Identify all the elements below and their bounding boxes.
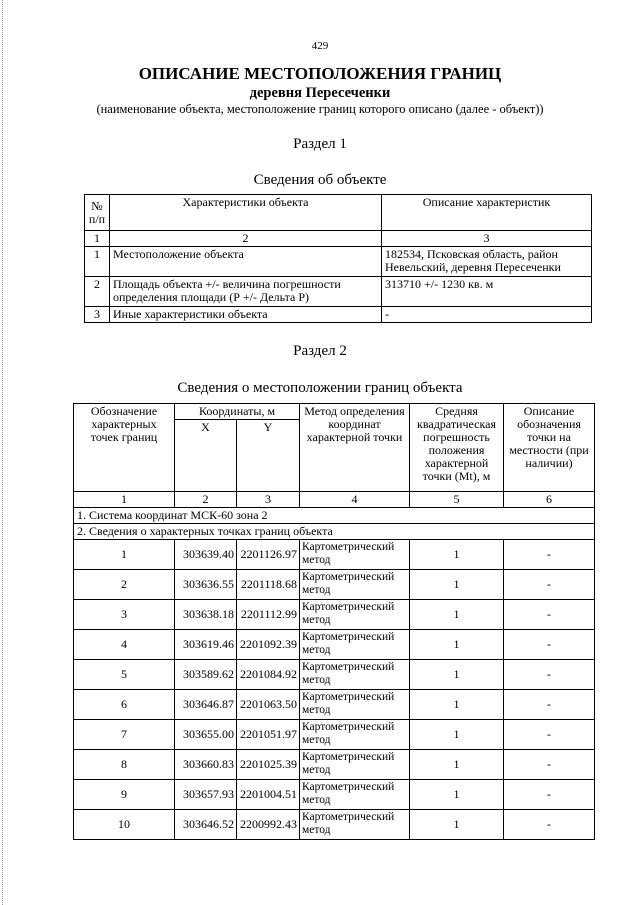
colnum-4: 4	[300, 492, 410, 508]
table-row	[74, 660, 595, 690]
table-row	[74, 810, 595, 840]
point-description: -	[504, 720, 595, 750]
row-description: -	[382, 307, 592, 323]
point-error: 1	[410, 810, 504, 840]
point-description: -	[504, 810, 595, 840]
table-row	[74, 600, 595, 630]
point-y: 2201118.68	[237, 570, 300, 600]
header-point: Обозначение характерных точек границ	[74, 404, 175, 492]
point-y: 2201126.97	[237, 540, 300, 570]
point-error: 1	[410, 570, 504, 600]
point-id: 1	[74, 540, 175, 570]
point-description: -	[504, 600, 595, 630]
points-section-row: 2. Сведения о характерных точках границ объекта	[74, 524, 595, 540]
point-id: 7	[74, 720, 175, 750]
point-error: 1	[410, 660, 504, 690]
point-method: Картометрический метод	[300, 720, 410, 750]
point-error: 1	[410, 780, 504, 810]
point-y: 2201051.97	[237, 720, 300, 750]
row-characteristic: Иные характеристики объекта	[110, 307, 382, 323]
point-x: 303638.18	[175, 600, 237, 630]
point-description: -	[504, 630, 595, 660]
point-error: 1	[410, 540, 504, 570]
point-error: 1	[410, 720, 504, 750]
document-title: ОПИСАНИЕ МЕСТОПОЛОЖЕНИЯ ГРАНИЦ	[138, 64, 502, 83]
point-x: 303639.40	[175, 540, 237, 570]
point-x: 303636.55	[175, 570, 237, 600]
table-row	[74, 750, 595, 780]
point-error: 1	[410, 600, 504, 630]
section1-table-title: Сведения об объекте	[253, 172, 387, 188]
point-method: Картометрический метод	[300, 570, 410, 600]
point-description: -	[504, 750, 595, 780]
header-description: Описание характеристик	[382, 195, 592, 231]
point-y: 2200992.43	[237, 810, 300, 840]
section2-table-title: Сведения о местоположении границ объекта	[177, 380, 463, 396]
table-row	[74, 540, 595, 570]
point-description: -	[504, 570, 595, 600]
point-method: Картометрический метод	[300, 540, 410, 570]
point-description: -	[504, 540, 595, 570]
point-method: Картометрический метод	[300, 600, 410, 630]
header-coordinates: Координаты, м	[175, 404, 300, 420]
header-characteristic: Характеристики объекта	[110, 195, 382, 231]
point-error: 1	[410, 750, 504, 780]
table-row	[74, 630, 595, 660]
point-x: 303660.83	[175, 750, 237, 780]
row-number: 1	[85, 247, 110, 277]
point-id: 6	[74, 690, 175, 720]
point-method: Картометрический метод	[300, 690, 410, 720]
point-id: 9	[74, 780, 175, 810]
point-method: Картометрический метод	[300, 780, 410, 810]
colnum-2: 2	[175, 492, 237, 508]
row-description: 313710 +/- 1230 кв. м	[382, 277, 592, 307]
row-number: 2	[85, 277, 110, 307]
table-row	[74, 570, 595, 600]
point-id: 8	[74, 750, 175, 780]
point-id: 3	[74, 600, 175, 630]
colnum-3: 3	[382, 231, 592, 247]
point-method: Картометрический метод	[300, 810, 410, 840]
point-x: 303657.93	[175, 780, 237, 810]
header-error: Средняя квадратическая погрешность положения характерной точки (Mt), м	[410, 404, 504, 492]
page-number: 429	[311, 40, 329, 52]
row-number: 3	[85, 307, 110, 323]
point-y: 2201004.51	[237, 780, 300, 810]
point-y: 2201063.50	[237, 690, 300, 720]
point-error: 1	[410, 690, 504, 720]
point-description: -	[504, 780, 595, 810]
point-method: Картометрический метод	[300, 630, 410, 660]
object-caption: (наименование объекта, местоположение границ которого описано (далее - объект))	[96, 102, 544, 116]
point-y: 2201112.99	[237, 600, 300, 630]
point-description: -	[504, 660, 595, 690]
colnum-1: 1	[85, 231, 110, 247]
table-row	[74, 720, 595, 750]
header-x: X	[175, 420, 237, 492]
object-name: деревня Пересеченки	[249, 85, 391, 101]
table-row	[85, 277, 592, 307]
point-y: 2201084.92	[237, 660, 300, 690]
row-characteristic: Площадь объекта +/- величина погрешности определения площади (Р +/- Дельта Р)	[110, 277, 382, 307]
header-y: Y	[237, 420, 300, 492]
boundary-points-table	[73, 403, 595, 840]
point-y: 2201092.39	[237, 630, 300, 660]
colnum-3: 3	[237, 492, 300, 508]
colnum-5: 5	[410, 492, 504, 508]
point-id: 4	[74, 630, 175, 660]
colnum-2: 2	[110, 231, 382, 247]
header-method: Метод определения координат характерной точки	[300, 404, 410, 492]
table-row	[85, 247, 592, 277]
row-description: 182534, Псковская область, район Невельский, деревня Пересеченки	[382, 247, 592, 277]
table-row	[74, 690, 595, 720]
point-id: 2	[74, 570, 175, 600]
table-row	[85, 307, 592, 323]
point-x: 303619.46	[175, 630, 237, 660]
point-x: 303646.87	[175, 690, 237, 720]
colnum-1: 1	[74, 492, 175, 508]
table-row	[74, 780, 595, 810]
colnum-6: 6	[504, 492, 595, 508]
object-info-table	[84, 194, 592, 323]
point-description: -	[504, 690, 595, 720]
coordinate-system-row: 1. Система координат МСК-60 зона 2	[74, 508, 595, 524]
section2-heading: Раздел 2	[293, 343, 347, 359]
point-x: 303589.62	[175, 660, 237, 690]
point-y: 2201025.39	[237, 750, 300, 780]
section1-heading: Раздел 1	[293, 136, 347, 152]
point-error: 1	[410, 630, 504, 660]
header-number: № п/п	[85, 195, 110, 231]
row-characteristic: Местоположение объекта	[110, 247, 382, 277]
point-x: 303655.00	[175, 720, 237, 750]
point-method: Картометрический метод	[300, 660, 410, 690]
point-id: 10	[74, 810, 175, 840]
header-point-description: Описание обозначения точки на местности (при наличии)	[504, 404, 595, 492]
point-method: Картометрический метод	[300, 750, 410, 780]
point-x: 303646.52	[175, 810, 237, 840]
point-id: 5	[74, 660, 175, 690]
